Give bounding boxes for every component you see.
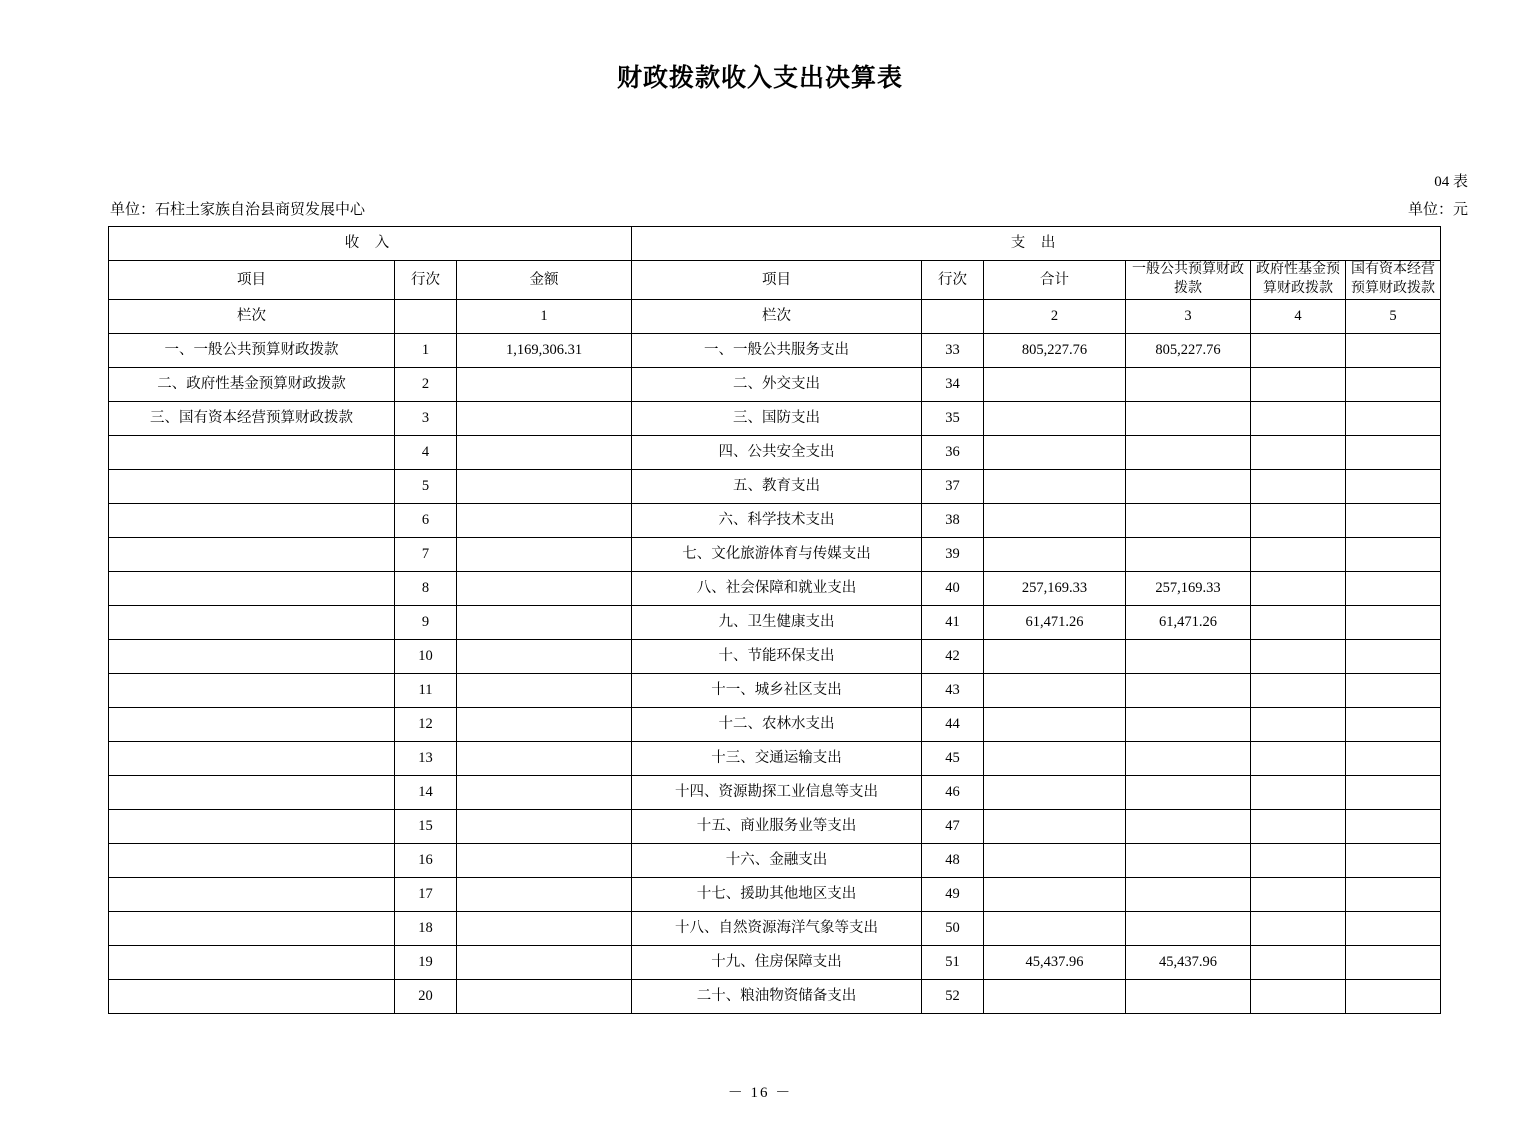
- expense-total-value: [984, 401, 1126, 435]
- income-item-label: [109, 673, 395, 707]
- expense-state-capital-value: [1346, 945, 1441, 979]
- expense-state-capital-value: [1346, 979, 1441, 1013]
- expense-line-number: 35: [922, 401, 984, 435]
- lane-label-expense: 栏次: [632, 299, 922, 333]
- table-lane-row: [109, 299, 1441, 333]
- expense-gov-fund-value: [1251, 673, 1346, 707]
- expense-general-budget-value: [1126, 979, 1251, 1013]
- expense-item-label: 十二、农林水支出: [632, 707, 922, 741]
- expense-line-number: 49: [922, 877, 984, 911]
- financial-allocation-table: [108, 226, 1441, 1014]
- table-row: [109, 435, 1441, 469]
- expense-line-number: 40: [922, 571, 984, 605]
- income-item-label: [109, 979, 395, 1013]
- income-line-number: 19: [395, 945, 457, 979]
- expense-total-value: 805,227.76: [984, 333, 1126, 367]
- income-line-number: 13: [395, 741, 457, 775]
- income-item-label: 三、国有资本经营预算财政拨款: [109, 401, 395, 435]
- expense-general-budget-value: [1126, 707, 1251, 741]
- expense-total-value: 257,169.33: [984, 571, 1126, 605]
- expense-total-value: [984, 503, 1126, 537]
- expense-gov-fund-value: [1251, 605, 1346, 639]
- income-line-number: 20: [395, 979, 457, 1013]
- income-line-number: 10: [395, 639, 457, 673]
- expense-line-number: 45: [922, 741, 984, 775]
- income-amount-value: [457, 673, 632, 707]
- expense-total-value: [984, 469, 1126, 503]
- income-item-label: [109, 945, 395, 979]
- table-row: [109, 911, 1441, 945]
- income-item-label: [109, 843, 395, 877]
- expense-line-number: 41: [922, 605, 984, 639]
- expense-item-label: 十七、援助其他地区支出: [632, 877, 922, 911]
- document-page: [0, 58, 1520, 1132]
- expense-state-capital-value: [1346, 843, 1441, 877]
- expense-state-capital-value: [1346, 435, 1441, 469]
- expense-item-label: 二、外交支出: [632, 367, 922, 401]
- income-item-label: [109, 639, 395, 673]
- expense-item-label: 十三、交通运输支出: [632, 741, 922, 775]
- table-row: [109, 639, 1441, 673]
- expense-general-budget-value: [1126, 809, 1251, 843]
- table-row: [109, 979, 1441, 1013]
- budget-table-wrapper: [108, 226, 1436, 1014]
- lane-number-expense-state-capital: 5: [1346, 299, 1441, 333]
- expense-state-capital-value: [1346, 877, 1441, 911]
- income-line-number: 17: [395, 877, 457, 911]
- column-header-expense-general-budget: 一般公共预算财政拨款: [1126, 261, 1251, 300]
- income-amount-value: [457, 639, 632, 673]
- expense-item-label: 九、卫生健康支出: [632, 605, 922, 639]
- income-amount-value: [457, 809, 632, 843]
- expense-item-label: 十八、自然资源海洋气象等支出: [632, 911, 922, 945]
- expense-line-number: 33: [922, 333, 984, 367]
- expense-gov-fund-value: [1251, 809, 1346, 843]
- income-amount-value: [457, 367, 632, 401]
- table-row: [109, 333, 1441, 367]
- expense-state-capital-value: [1346, 775, 1441, 809]
- income-item-label: [109, 877, 395, 911]
- table-row: [109, 367, 1441, 401]
- table-row: [109, 469, 1441, 503]
- column-header-income-item: 项目: [109, 261, 395, 300]
- table-row: [109, 503, 1441, 537]
- expense-line-number: 51: [922, 945, 984, 979]
- expense-item-label: 八、社会保障和就业支出: [632, 571, 922, 605]
- income-amount-value: [457, 979, 632, 1013]
- expense-line-number: 46: [922, 775, 984, 809]
- expense-gov-fund-value: [1251, 639, 1346, 673]
- expense-state-capital-value: [1346, 639, 1441, 673]
- expense-gov-fund-value: [1251, 843, 1346, 877]
- income-item-label: [109, 809, 395, 843]
- lane-number-expense-gov-fund: 4: [1251, 299, 1346, 333]
- group-header-income: 收 入: [109, 227, 632, 261]
- expense-general-budget-value: 45,437.96: [1126, 945, 1251, 979]
- expense-item-label: 三、国防支出: [632, 401, 922, 435]
- expense-gov-fund-value: [1251, 707, 1346, 741]
- expense-gov-fund-value: [1251, 503, 1346, 537]
- expense-state-capital-value: [1346, 469, 1441, 503]
- expense-state-capital-value: [1346, 707, 1441, 741]
- expense-total-value: 61,471.26: [984, 605, 1126, 639]
- expense-gov-fund-value: [1251, 367, 1346, 401]
- expense-item-label: 十五、商业服务业等支出: [632, 809, 922, 843]
- lane-number-expense-general-budget: 3: [1126, 299, 1251, 333]
- expense-general-budget-value: [1126, 843, 1251, 877]
- table-row: [109, 809, 1441, 843]
- expense-line-number: 43: [922, 673, 984, 707]
- income-line-number: 5: [395, 469, 457, 503]
- income-amount-value: [457, 775, 632, 809]
- table-column-header-row: [109, 261, 1441, 300]
- expense-state-capital-value: [1346, 537, 1441, 571]
- column-header-expense-line: 行次: [922, 261, 984, 300]
- expense-line-number: 48: [922, 843, 984, 877]
- expense-line-number: 38: [922, 503, 984, 537]
- expense-general-budget-value: [1126, 469, 1251, 503]
- expense-state-capital-value: [1346, 333, 1441, 367]
- column-header-income-amount: 金额: [457, 261, 632, 300]
- table-row: [109, 401, 1441, 435]
- expense-total-value: [984, 707, 1126, 741]
- income-amount-value: 1,169,306.31: [457, 333, 632, 367]
- expense-general-budget-value: 257,169.33: [1126, 571, 1251, 605]
- column-header-income-line: 行次: [395, 261, 457, 300]
- table-row: [109, 707, 1441, 741]
- expense-item-label: 二十、粮油物资储备支出: [632, 979, 922, 1013]
- income-item-label: 二、政府性基金预算财政拨款: [109, 367, 395, 401]
- expense-state-capital-value: [1346, 571, 1441, 605]
- page-number: － 16 －: [727, 1085, 793, 1101]
- income-item-label: [109, 707, 395, 741]
- expense-general-budget-value: [1126, 537, 1251, 571]
- income-item-label: [109, 571, 395, 605]
- expense-line-number: 34: [922, 367, 984, 401]
- expense-item-label: 十九、住房保障支出: [632, 945, 922, 979]
- income-item-label: [109, 469, 395, 503]
- table-row: [109, 537, 1441, 571]
- income-line-number: 9: [395, 605, 457, 639]
- income-amount-value: [457, 401, 632, 435]
- expense-general-budget-value: [1126, 639, 1251, 673]
- table-group-header-row: [109, 227, 1441, 261]
- column-header-expense-state-capital: 国有资本经营预算财政拨款: [1346, 261, 1441, 300]
- expense-general-budget-value: [1126, 775, 1251, 809]
- expense-total-value: [984, 877, 1126, 911]
- expense-general-budget-value: [1126, 401, 1251, 435]
- expense-gov-fund-value: [1251, 741, 1346, 775]
- expense-gov-fund-value: [1251, 877, 1346, 911]
- expense-line-number: 50: [922, 911, 984, 945]
- income-line-number: 4: [395, 435, 457, 469]
- lane-number-expense-total: 2: [984, 299, 1126, 333]
- table-row: [109, 571, 1441, 605]
- income-item-label: [109, 775, 395, 809]
- expense-state-capital-value: [1346, 911, 1441, 945]
- expense-general-budget-value: [1126, 503, 1251, 537]
- table-row: [109, 945, 1441, 979]
- income-amount-value: [457, 537, 632, 571]
- lane-blank-expense-line: [922, 299, 984, 333]
- expense-item-label: 四、公共安全支出: [632, 435, 922, 469]
- expense-gov-fund-value: [1251, 469, 1346, 503]
- meta-row: [110, 198, 1468, 219]
- expense-general-budget-value: [1126, 877, 1251, 911]
- expense-item-label: 六、科学技术支出: [632, 503, 922, 537]
- income-line-number: 6: [395, 503, 457, 537]
- table-row: [109, 673, 1441, 707]
- expense-item-label: 一、一般公共服务支出: [632, 333, 922, 367]
- lane-blank-income-line: [395, 299, 457, 333]
- expense-state-capital-value: [1346, 741, 1441, 775]
- income-amount-value: [457, 911, 632, 945]
- income-line-number: 1: [395, 333, 457, 367]
- expense-item-label: 十一、城乡社区支出: [632, 673, 922, 707]
- income-amount-value: [457, 435, 632, 469]
- expense-total-value: [984, 435, 1126, 469]
- expense-gov-fund-value: [1251, 401, 1346, 435]
- column-header-expense-gov-fund: 政府性基金预算财政拨款: [1251, 261, 1346, 300]
- income-amount-value: [457, 741, 632, 775]
- income-amount-value: [457, 605, 632, 639]
- expense-gov-fund-value: [1251, 775, 1346, 809]
- income-line-number: 3: [395, 401, 457, 435]
- expense-total-value: [984, 911, 1126, 945]
- expense-line-number: 44: [922, 707, 984, 741]
- table-row: [109, 843, 1441, 877]
- expense-general-budget-value: [1126, 435, 1251, 469]
- expense-state-capital-value: [1346, 809, 1441, 843]
- expense-state-capital-value: [1346, 503, 1441, 537]
- expense-total-value: [984, 673, 1126, 707]
- income-amount-value: [457, 877, 632, 911]
- table-row: [109, 605, 1441, 639]
- expense-total-value: [984, 537, 1126, 571]
- expense-general-budget-value: [1126, 741, 1251, 775]
- group-header-expense: 支 出: [632, 227, 1441, 261]
- expense-gov-fund-value: [1251, 911, 1346, 945]
- expense-total-value: [984, 979, 1126, 1013]
- income-line-number: 12: [395, 707, 457, 741]
- expense-state-capital-value: [1346, 673, 1441, 707]
- income-line-number: 15: [395, 809, 457, 843]
- expense-state-capital-value: [1346, 367, 1441, 401]
- expense-item-label: 十六、金融支出: [632, 843, 922, 877]
- income-line-number: 7: [395, 537, 457, 571]
- expense-state-capital-value: [1346, 605, 1441, 639]
- lane-label-income: 栏次: [109, 299, 395, 333]
- expense-general-budget-value: [1126, 673, 1251, 707]
- income-line-number: 16: [395, 843, 457, 877]
- income-line-number: 18: [395, 911, 457, 945]
- expense-gov-fund-value: [1251, 537, 1346, 571]
- income-amount-value: [457, 503, 632, 537]
- income-amount-value: [457, 571, 632, 605]
- expense-state-capital-value: [1346, 401, 1441, 435]
- expense-line-number: 52: [922, 979, 984, 1013]
- expense-total-value: [984, 741, 1126, 775]
- expense-line-number: 47: [922, 809, 984, 843]
- expense-total-value: [984, 843, 1126, 877]
- expense-general-budget-value: [1126, 367, 1251, 401]
- expense-total-value: [984, 775, 1126, 809]
- income-item-label: [109, 503, 395, 537]
- income-item-label: [109, 537, 395, 571]
- table-number: 04 表: [1434, 174, 1468, 190]
- income-amount-value: [457, 707, 632, 741]
- expense-total-value: [984, 367, 1126, 401]
- income-line-number: 14: [395, 775, 457, 809]
- expense-total-value: 45,437.96: [984, 945, 1126, 979]
- expense-gov-fund-value: [1251, 571, 1346, 605]
- expense-total-value: [984, 809, 1126, 843]
- expense-general-budget-value: 805,227.76: [1126, 333, 1251, 367]
- expense-item-label: 十四、资源勘探工业信息等支出: [632, 775, 922, 809]
- expense-line-number: 36: [922, 435, 984, 469]
- column-header-expense-total: 合计: [984, 261, 1126, 300]
- table-row: [109, 775, 1441, 809]
- expense-gov-fund-value: [1251, 945, 1346, 979]
- column-header-expense-item: 项目: [632, 261, 922, 300]
- lane-number-income-amount: 1: [457, 299, 632, 333]
- income-item-label: [109, 741, 395, 775]
- expense-gov-fund-value: [1251, 333, 1346, 367]
- income-item-label: [109, 605, 395, 639]
- expense-item-label: 十、节能环保支出: [632, 639, 922, 673]
- income-amount-value: [457, 945, 632, 979]
- page-title: 财政拨款收入支出决算表: [616, 65, 903, 92]
- income-line-number: 8: [395, 571, 457, 605]
- amount-unit-label: 单位：元: [1407, 202, 1468, 218]
- expense-gov-fund-value: [1251, 979, 1346, 1013]
- expense-line-number: 42: [922, 639, 984, 673]
- expense-general-budget-value: 61,471.26: [1126, 605, 1251, 639]
- expense-line-number: 39: [922, 537, 984, 571]
- income-line-number: 11: [395, 673, 457, 707]
- table-row: [109, 741, 1441, 775]
- income-item-label: 一、一般公共预算财政拨款: [109, 333, 395, 367]
- expense-item-label: 五、教育支出: [632, 469, 922, 503]
- expense-gov-fund-value: [1251, 435, 1346, 469]
- expense-item-label: 七、文化旅游体育与传媒支出: [632, 537, 922, 571]
- income-amount-value: [457, 469, 632, 503]
- expense-total-value: [984, 639, 1126, 673]
- table-row: [109, 877, 1441, 911]
- income-item-label: [109, 435, 395, 469]
- income-line-number: 2: [395, 367, 457, 401]
- unit-label: 单位：石柱土家族自治县商贸发展中心: [110, 202, 366, 218]
- expense-general-budget-value: [1126, 911, 1251, 945]
- income-amount-value: [457, 843, 632, 877]
- income-item-label: [109, 911, 395, 945]
- expense-line-number: 37: [922, 469, 984, 503]
